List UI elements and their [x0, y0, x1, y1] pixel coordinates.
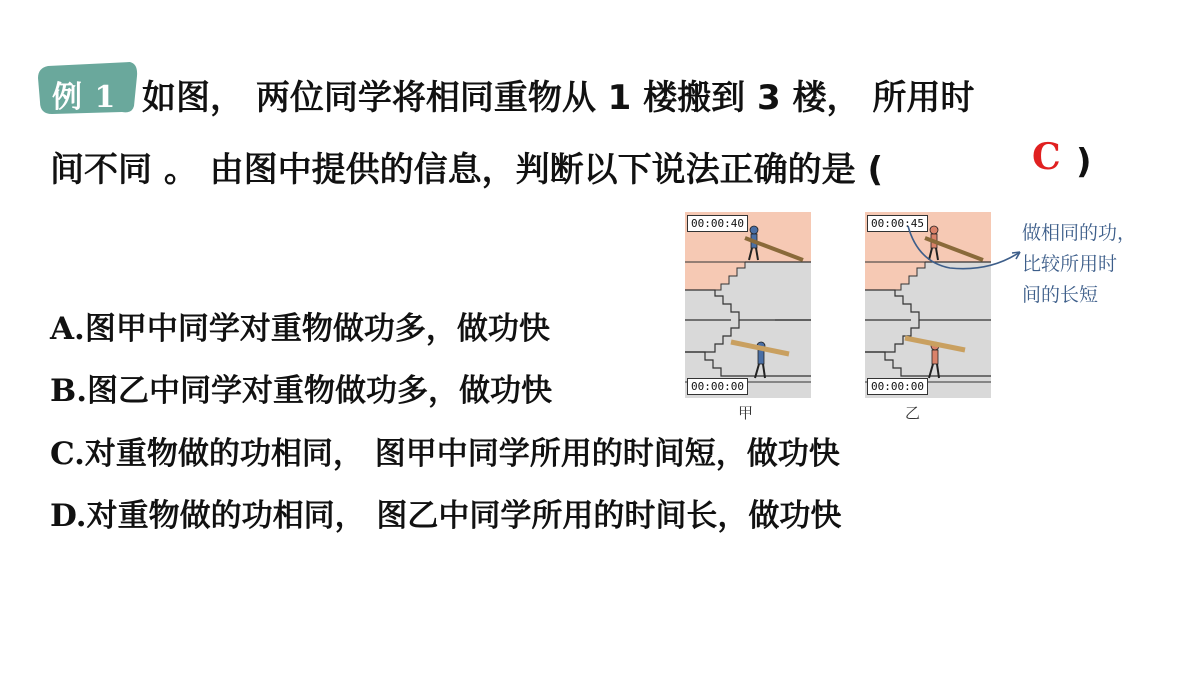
question-line-1: 如图， 两位同学将相同重物从 1 楼搬到 3 楼， 所用时: [142, 78, 975, 118]
staircase-illustration-jia: [685, 212, 811, 398]
caption-jia: 甲: [738, 404, 754, 422]
note-line-2: 比较所用时: [1022, 253, 1118, 275]
annotation-arrow: [890, 222, 1030, 282]
option-b: [50, 365, 552, 410]
option-a-text: 图甲中同学对重物做功多，做功快: [84, 311, 550, 347]
option-a-letter: A.: [50, 311, 85, 347]
option-c-text: 对重物做的功相同， 图甲中同学所用的时间短，做功快: [84, 436, 840, 472]
timer-bottom-jia: 00:00:00: [687, 378, 748, 395]
timer-bottom-yi: 00:00:00: [867, 378, 928, 395]
note-line-1: 做相同的功，: [1022, 222, 1137, 244]
handwritten-note: [1022, 218, 1136, 311]
timer-top-jia: 00:00:40: [687, 215, 748, 232]
option-c: [50, 428, 840, 473]
answer-letter: C: [1032, 136, 1061, 178]
option-b-letter: B.: [50, 373, 87, 409]
badge-label: 例 1: [52, 80, 117, 115]
example-badge: [38, 62, 138, 114]
note-line-3: 间的长短: [1022, 284, 1099, 306]
timer-top-yi: 00:00:45: [867, 215, 928, 232]
option-d: [50, 490, 841, 535]
question-line-2: 间不同 。 由图中提供的信息，判断以下说法正确的是 (: [50, 150, 884, 190]
caption-yi: 乙: [905, 404, 921, 422]
option-a: [50, 303, 550, 348]
option-c-letter: C.: [50, 436, 85, 472]
option-d-text: 对重物做的功相同， 图乙中同学所用的时间长，做功快: [86, 498, 842, 534]
figure-panel-jia: [685, 212, 811, 398]
option-b-text: 图乙中同学对重物做功多，做功快: [87, 373, 552, 409]
answer-paren-close: ): [1076, 142, 1092, 182]
option-d-letter: D.: [50, 498, 87, 534]
